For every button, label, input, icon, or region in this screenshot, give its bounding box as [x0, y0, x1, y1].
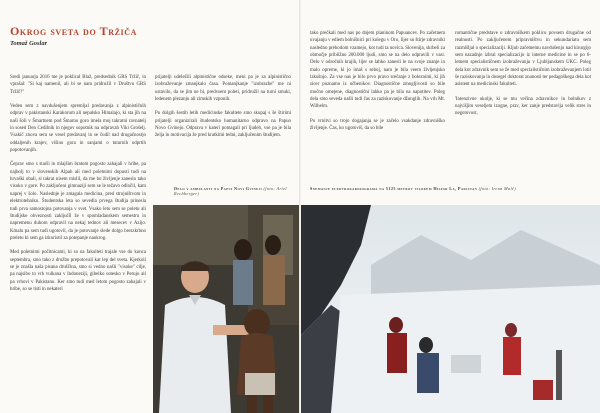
paragraph: 'Intenzivne okolje, ki se mu večina zdravnikov in bolnikov z najvišjim veseljem izogne, prav, ker zanje predstavlja velik stres in negotovost, [455, 96, 591, 117]
caption-text: Snemanje elektrokardiograma na 5125 metrov visokem Hispar La, Pakistan [310, 186, 478, 191]
text-column-3 [310, 30, 445, 185]
paragraph: Veden sem z navdušenjem spremljal predavanja z alpinističnih odprav v pakistanski Karakorum ali nepalsko Himalajo, ki sta jih na naši šoli v Šmartnem pod Šmarno goro imela moj takratni ravnatelj in sosed Den Cedilnik in njegov sopotnik na odpravah Viki Grošelj. Vsakič znova sem se vesel predavanj in se čudil nad drugačnostjo oddaljenih krajev, višino gora in sanjami o tuturnih odprtih popotovanjih. [10, 104, 146, 154]
mountain-photo [301, 205, 600, 413]
paragraph: Po vrnitvi so trojo dogajanja se je začelo vsakdanje zdravniško življenje. Čas, ko ugotoviš, da so bile [310, 118, 445, 132]
paragraph: tako prečkali med nas po dnjem planinom Papuancev. Po začetnem uvajanju v ediem bolnišnici pri kolegu v Oro, lijer so štirje zdravniki nasledno prehodom vzamejo, kot tudi ta novica. Slovenija, skrbeli za območje približno 200.000 ljudi, smo se na delo odpravili v vasi. Delo v odročnih krajih, lijer se lahko zanesli le na svoje znanje in malo opreme, ki jo imaš s seboj, nam je bila veem življenjsko izkušnjo. Za vse nas je bilo prvo pravo srečanje z boleznimi, ki jih sicer poznamo iz učbenikov. Diagnostične zmogljivosti so bile močno omejene, diagnostični lahko pa je bila na napotitev. Poleg dela smo seveda našli tudi čas za raziskovanje džunglih. Na vrh Mt. Wilhelm. [310, 31, 445, 110]
text-column-2 [155, 74, 291, 184]
caption-text: Delo v ambulanti na Papui Novi Gvineji [174, 186, 263, 191]
article-title: Okrog sveta do Tržiča [10, 24, 138, 38]
photo-caption-2 [310, 186, 595, 191]
caption-credit: (foto: Irena Malč) [478, 186, 517, 191]
article-author: Tomaž Goslar [10, 40, 48, 47]
photo-caption-1 [174, 186, 294, 197]
text-column-4 [455, 30, 591, 185]
paragraph: prijatelji udeležili alpinistične odseke, meni pa je za alpinistično izobraževanje zmanjkalo časa. Pomanjkanje "izobrazbe" me ni ustavilo, da se jim ne bi, predvsem poleti, pridružil na turni smuki, ledenem plezanju ali zimskih vzponih. [155, 75, 291, 103]
paragraph: Čeprav smo s starši in mlajšim bratom pogosto zahajali v hribe, pa najbolj to v slovenskih Alpah ali med poletnimi dopusti tudi na hrvaški obali, si takrat nisem mislil, da me bo življenje zaneslo tako visoko v gore. Po zaključeni gimnaziji sem se le težavo odločil, kam naprej v šolo. Naslednje je zmagala medicina, pred strojništvom in elektrotehniko. Študentska leta so sevedla prvega študija prinesla tudi prva samostojna potovanja v svet. Vsako leto sem se poletu ali študijske obveznosti zaključil že v spomladanskem semestru in napremenu duhom odpravil na nekaj tednov ali mesecev v Azijo. Kmalu pa sem tudi ugotovil, da je potovanje slede dolgo brezskrbno preletu ki sem ga izkoristil za potepanje naokrog. [10, 162, 146, 241]
caption-credit: (foto: Ariel Rechberger) [174, 186, 287, 197]
paragraph: romantične predstave o zdravniškem poklicu povsem drugačne od realnosti. Po zaključenem pripravništvu in sekundariatu sem razmišljal o specializaciji. Kljub začetnemu navdušenju nad kirurgijo sem nazadnje izbral specializacijo iz interne medicine in se po 6-letnem specialističnem izobraževanju v Ljubljanskem UKC. Poleg dela kot zdravnik sem se že med specialističnim izobraževanjem lotil še raziskovanja in dosegel doktorat znanosti ter pedagoškega dela kot asistent na medicinski fakulteti. [455, 31, 591, 88]
paragraph: Sredi januarja 2016 me je poklical Blaž, predsednik GRS Tržič, in vprašal: "Si kaj namenil, ali bi se nam pridružil v Društvu GRS Tržič?" [10, 75, 146, 95]
paragraph: Po dolgih šestih letih medicinske fakultete smo skupaj s še štirimi prijatelji organizirali študentsko humanitarno odpravo na Papuo Novo Gvinejo. Odprava v kateri pomagali pri ljudeh, vse pa je bila želja in motivacija že pred kratkimi tedni, zaključenim študijem. [155, 111, 291, 139]
text-column-1 [10, 74, 146, 409]
clinic-photo [153, 205, 299, 413]
paragraph: Med poletnimi počitnicami, ki so na fakulteti trajale vse do konca septembra, smo tako z družbo prepotovali kar lep del sveta. Kjerkoli se je znašla naša pisana druščina, smo si vedno našli "visoke" cilje, pa najsibo to vrh vulkana v Indoneziji, gibelko sotesko v Peruju ali pa vrhovi v Pakistanu. Ker smo tudi med letom pogosto zahajali v hribe, so se tisti in nekateri [10, 250, 146, 292]
